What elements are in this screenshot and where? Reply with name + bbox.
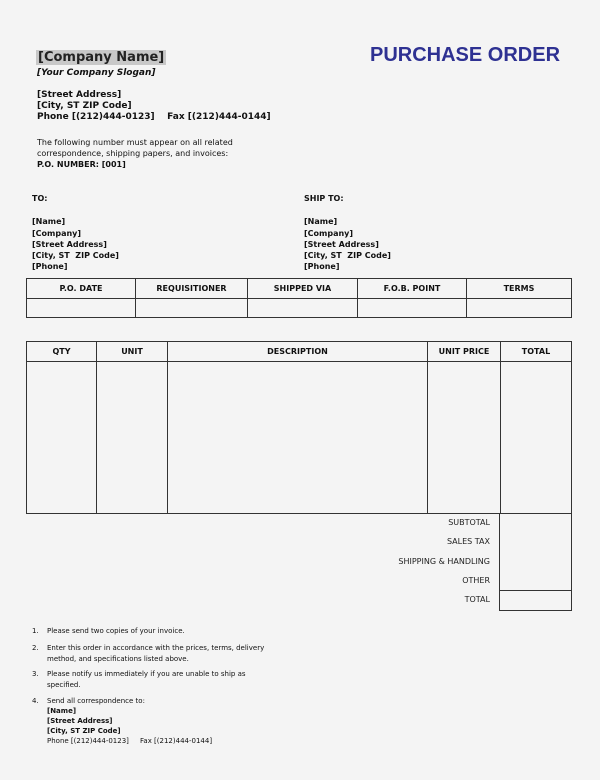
unit-price-cell[interactable] — [428, 362, 501, 514]
po-number: P.O. NUMBER: [001] — [37, 160, 126, 169]
subtotals-box[interactable] — [499, 514, 572, 591]
note-line: Please notify us immediately if you are unable to ship as — [47, 670, 246, 678]
po-date-cell[interactable] — [27, 299, 136, 318]
header-unit-price: UNIT PRICE — [428, 342, 501, 362]
header-shipped-via: SHIPPED VIA — [248, 279, 358, 299]
document-title: PURCHASE ORDER — [370, 44, 561, 66]
notice-line-1: The following number must appear on all related — [37, 138, 233, 147]
description-cell[interactable] — [168, 362, 428, 514]
total-label: TOTAL — [464, 595, 490, 604]
ship-to-line: [Phone] — [304, 262, 340, 272]
ship-to-line: [City, ST ZIP Code] — [304, 251, 391, 261]
header-po-date: P.O. DATE — [27, 279, 136, 299]
notice-line-2: correspondence, shipping papers, and invoices: — [37, 149, 229, 158]
subtotal-label: SUBTOTAL — [448, 518, 490, 527]
total-cell[interactable] — [501, 362, 572, 514]
header-terms: TERMS — [467, 279, 572, 299]
ship-to-line: [Name] — [304, 217, 338, 227]
note-line: [Name] — [47, 707, 77, 715]
company-name[interactable]: [Company Name] — [38, 50, 165, 65]
shipping-handling-label: SHIPPING & HANDLING — [398, 557, 490, 566]
note-line: method, and specifications listed above. — [47, 655, 189, 663]
note-number: 3. — [32, 670, 39, 678]
to-line: [Street Address] — [32, 239, 107, 249]
note-line: Please send two copies of your invoice. — [47, 627, 185, 635]
note-number: 1. — [32, 627, 39, 635]
header-description: DESCRIPTION — [168, 342, 428, 362]
ship-to-line: [Company] — [304, 228, 354, 238]
company-phone-fax: Phone [(212)444-0123] Fax [(212)444-0144] — [37, 112, 271, 122]
shipped-via-cell[interactable] — [248, 299, 358, 318]
requisitioner-cell[interactable] — [136, 299, 248, 318]
header-fob-point: F.O.B. POINT — [358, 279, 467, 299]
to-line: [City, ST ZIP Code] — [32, 251, 119, 261]
ship-to-label: SHIP TO: — [304, 194, 344, 203]
company-slogan: [Your Company Slogan] — [37, 68, 156, 78]
qty-cell[interactable] — [27, 362, 97, 514]
sales-tax-label: SALES TAX — [446, 537, 490, 546]
order-info-table — [26, 278, 572, 318]
header-qty: QTY — [27, 342, 97, 362]
note-line: Enter this order in accordance with the prices, terms, delivery — [47, 644, 265, 652]
terms-cell[interactable] — [467, 299, 572, 318]
items-table — [26, 341, 572, 514]
note-line: specified. — [47, 681, 81, 689]
note-line: Send all correspondence to: — [47, 697, 145, 705]
ship-to-address — [304, 205, 391, 273]
company-street: [Street Address] — [37, 90, 122, 100]
to-line: [Company] — [32, 228, 82, 238]
total-box[interactable] — [499, 590, 572, 611]
header-requisitioner: REQUISITIONER — [136, 279, 248, 299]
note-line: [City, ST ZIP Code] — [47, 727, 121, 735]
header-total: TOTAL — [501, 342, 572, 362]
note-number: 2. — [32, 644, 39, 652]
note-line: [Street Address] — [47, 717, 113, 725]
ship-to-line: [Street Address] — [304, 239, 379, 249]
to-line: [Phone] — [32, 262, 68, 272]
unit-cell[interactable] — [97, 362, 168, 514]
fob-point-cell[interactable] — [358, 299, 467, 318]
company-city: [City, ST ZIP Code] — [37, 101, 132, 111]
note-line: Phone [(212)444-0123] Fax [(212)444-0144] — [47, 737, 213, 745]
to-label: TO: — [32, 194, 48, 203]
to-address — [32, 205, 119, 273]
other-label: OTHER — [462, 576, 490, 585]
note-number: 4. — [32, 697, 39, 705]
header-unit: UNIT — [97, 342, 168, 362]
to-line: [Name] — [32, 217, 66, 227]
